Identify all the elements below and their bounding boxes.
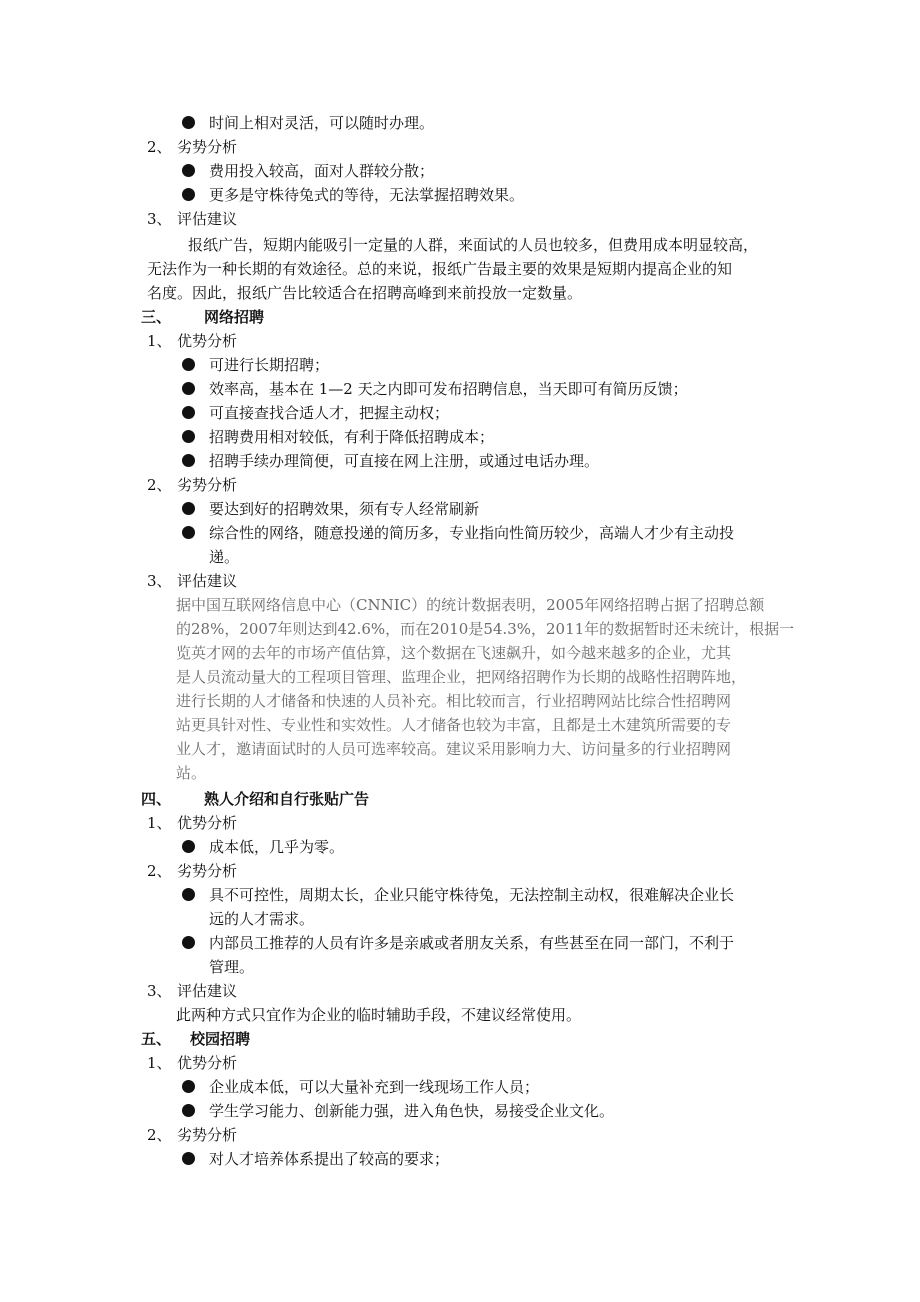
subsection-heading	[147, 329, 238, 353]
bullet-text: 可进行长期招聘；	[209, 356, 330, 374]
paragraph-line: 报纸广告，短期内能吸引一定量的人群，来面试的人员也较多，但费用成本明显较高，	[188, 236, 759, 254]
bullet-text: 时间上相对灵活，可以随时办理。	[209, 114, 435, 132]
subsection-heading	[147, 569, 238, 593]
bullet-text: 更多是守株待兔式的等待，无法掌握招聘效果。	[209, 186, 525, 204]
subsection-number: 2、	[147, 1126, 172, 1144]
bullet-dot-icon	[182, 936, 195, 949]
subsection-heading	[147, 207, 238, 231]
subsection-heading	[147, 473, 238, 497]
bullet-text: 内部员工推荐的人员有许多是亲戚或者朋友关系，有些甚至在同一部门，不利于	[209, 934, 735, 952]
bullet-dot-icon	[182, 406, 195, 419]
bullet-item	[182, 111, 435, 135]
subsection-number: 2、	[147, 862, 172, 880]
bullet-text: 对人才培养体系提出了较高的要求；	[209, 1150, 450, 1168]
paragraph-line: 览英才网的去年的市场产值估算，这个数据在飞速飙升，如今越来越多的企业，尤其	[176, 644, 732, 662]
section-heading	[141, 305, 265, 329]
subsection-title: 劣势分析	[177, 1126, 238, 1144]
subsection-title: 劣势分析	[177, 862, 238, 880]
subsection-title: 优势分析	[177, 814, 238, 832]
bullet-item	[182, 1075, 540, 1099]
bullet-text-continued: 管理。	[209, 958, 255, 976]
paragraph-line: 是人员流动量大的工程项目管理、监理企业，把网络招聘作为长期的战略性招聘阵地，	[176, 668, 747, 686]
bullet-text: 招聘手续办理简便，可直接在网上注册，或通过电话办理。	[209, 452, 600, 470]
subsection-title: 评估建议	[177, 210, 238, 228]
section-title: 校园招聘	[190, 1030, 251, 1048]
subsection-number: 1、	[147, 814, 172, 832]
bullet-item	[182, 353, 330, 377]
bullet-text: 具不可控性，周期太长，企业只能守株待兔，无法控制主动权，很难解决企业长	[209, 886, 735, 904]
bullet-text-continued: 远的人才需求。	[209, 910, 315, 928]
section-number: 三、	[141, 308, 172, 326]
section-heading	[141, 787, 370, 811]
subsection-title: 优势分析	[177, 1054, 238, 1072]
bullet-text: 综合性的网络，随意投递的简历多，专业指向性简历较少，高端人才少有主动投	[209, 524, 735, 542]
subsection-number: 2、	[147, 138, 172, 156]
paragraph-line: 据中国互联网络信息中心（CNNIC）的统计数据表明，2005年网络招聘占据了招聘总额	[176, 596, 765, 614]
bullet-text: 效率高，基本在 1—2 天之内即可发布招聘信息，当天即可有简历反馈；	[209, 380, 688, 398]
bullet-text: 企业成本低，可以大量补充到一线现场工作人员；	[209, 1078, 540, 1096]
bullet-item	[182, 449, 600, 473]
bullet-dot-icon	[182, 526, 195, 539]
subsection-heading	[147, 859, 238, 883]
bullet-item	[182, 159, 435, 183]
bullet-text-continued: 递。	[209, 548, 240, 566]
bullet-text: 可直接查找合适人才，把握主动权；	[209, 404, 450, 422]
bullet-dot-icon	[182, 430, 195, 443]
subsection-number: 3、	[147, 572, 172, 590]
bullet-text: 要达到好的招聘效果，须有专人经常刷新	[209, 500, 480, 518]
bullet-dot-icon	[182, 188, 195, 201]
bullet-item	[182, 521, 735, 545]
bullet-item	[182, 1147, 450, 1171]
bullet-item	[182, 377, 688, 401]
bullet-dot-icon	[182, 454, 195, 467]
paragraph-line: 名度。因此，报纸广告比较适合在招聘高峰到来前投放一定数量。	[147, 284, 583, 302]
paragraph-line: 业人才，邀请面试时的人员可选率较高。建议采用影响力大、访问量多的行业招聘网	[176, 740, 732, 758]
subsection-heading	[147, 1051, 238, 1075]
subsection-number: 1、	[147, 1054, 172, 1072]
bullet-item	[182, 401, 450, 425]
bullet-dot-icon	[182, 164, 195, 177]
subsection-heading	[147, 811, 238, 835]
subsection-number: 1、	[147, 332, 172, 350]
bullet-dot-icon	[182, 888, 195, 901]
bullet-dot-icon	[182, 840, 195, 853]
bullet-dot-icon	[182, 1104, 195, 1117]
subsection-title: 评估建议	[177, 572, 238, 590]
subsection-title: 评估建议	[177, 982, 238, 1000]
subsection-title: 优势分析	[177, 332, 238, 350]
subsection-number: 3、	[147, 982, 172, 1000]
bullet-item	[182, 931, 735, 955]
subsection-number: 2、	[147, 476, 172, 494]
subsection-heading	[147, 979, 238, 1003]
paragraph-line: 进行长期的人才储备和快速的人员补充。相比较而言，行业招聘网站比综合性招聘网	[176, 692, 732, 710]
section-title: 熟人介绍和自行张贴广告	[204, 790, 370, 808]
paragraph-line: 站。	[176, 764, 207, 782]
bullet-dot-icon	[182, 116, 195, 129]
bullet-item	[182, 425, 495, 449]
bullet-dot-icon	[182, 1080, 195, 1093]
section-number: 五、	[141, 1030, 172, 1048]
bullet-item	[182, 835, 345, 859]
bullet-text: 成本低，几乎为零。	[209, 838, 345, 856]
bullet-item	[182, 1099, 615, 1123]
bullet-item	[182, 497, 480, 521]
paragraph-line: 的28%，2007年则达到42.6%，而在2010是54.3%，2011年的数据暂时还未统计，根据一	[176, 620, 795, 638]
bullet-text: 学生学习能力、创新能力强，进入角色快，易接受企业文化。	[209, 1102, 615, 1120]
bullet-item	[182, 883, 735, 907]
section-heading	[141, 1027, 251, 1051]
bullet-dot-icon	[182, 1152, 195, 1165]
subsection-title: 劣势分析	[177, 138, 238, 156]
section-number: 四、	[141, 790, 172, 808]
bullet-item	[182, 183, 525, 207]
subsection-heading	[147, 135, 238, 159]
subsection-number: 3、	[147, 210, 172, 228]
paragraph-line: 站更具针对性、专业性和实效性。人才储备也较为丰富，且都是土木建筑所需要的专	[176, 716, 732, 734]
bullet-dot-icon	[182, 382, 195, 395]
bullet-text: 招聘费用相对较低，有利于降低招聘成本；	[209, 428, 495, 446]
bullet-text: 费用投入较高，面对人群较分散；	[209, 162, 435, 180]
bullet-dot-icon	[182, 502, 195, 515]
paragraph-line: 无法作为一种长期的有效途径。总的来说，报纸广告最主要的效果是短期内提高企业的知	[147, 260, 733, 278]
subsection-heading	[147, 1123, 238, 1147]
subsection-title: 劣势分析	[177, 476, 238, 494]
section-title: 网络招聘	[204, 308, 265, 326]
bullet-dot-icon	[182, 358, 195, 371]
paragraph-line: 此两种方式只宜作为企业的临时辅助手段，不建议经常使用。	[176, 1006, 582, 1024]
